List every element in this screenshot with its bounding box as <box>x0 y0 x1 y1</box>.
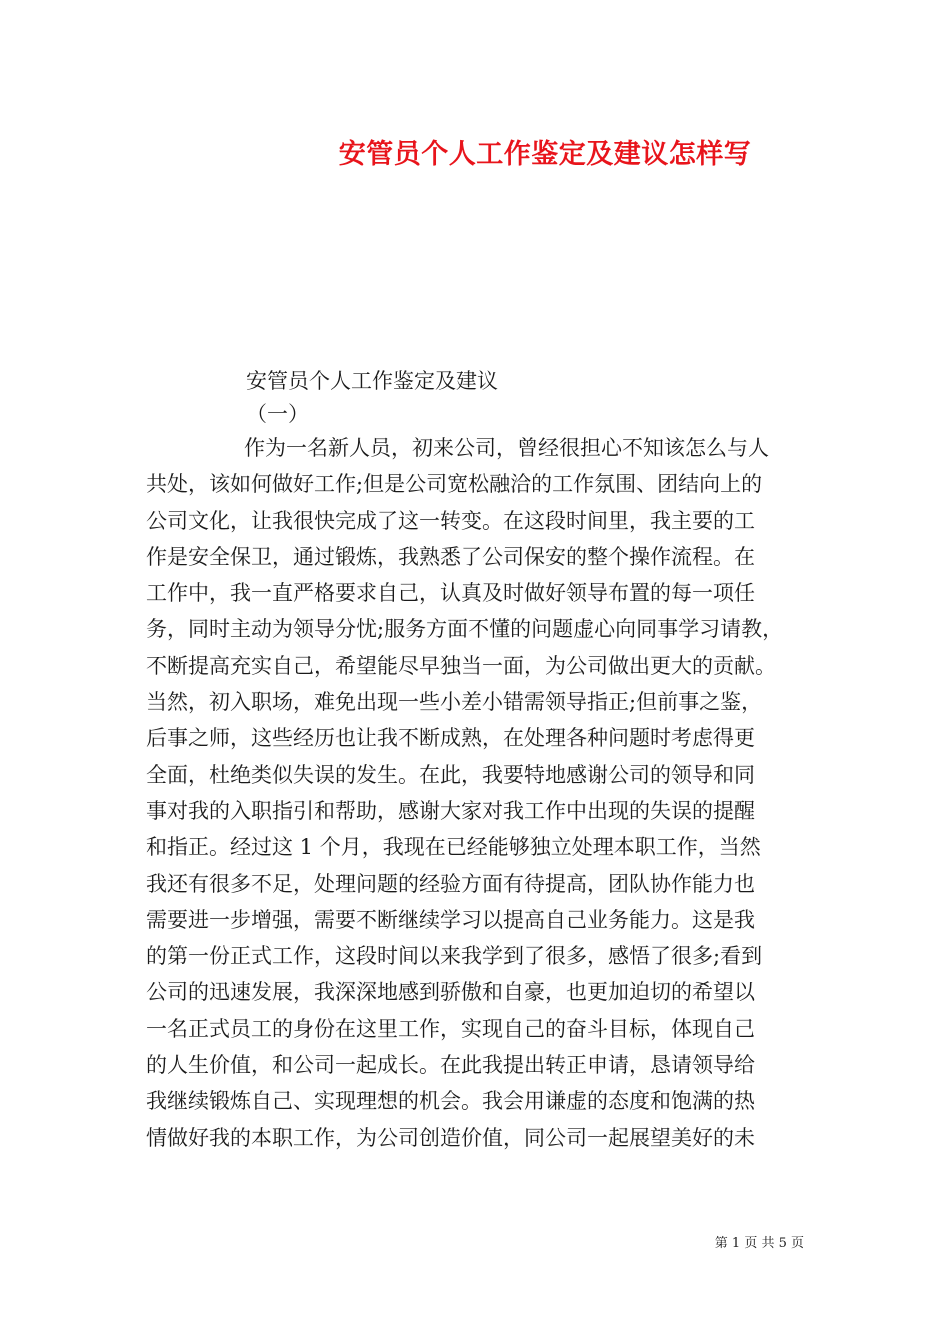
page-indicator: 第 1 页 共 5 页 <box>714 1236 804 1251</box>
text-line: 公司文化，让我很快完成了这一转变。在这段时间里，我主要的工 <box>146 508 755 533</box>
text-line: 我继续锻炼自己、实现理想的机会。我会用谦虚的态度和饱满的热 <box>146 1089 755 1114</box>
text-line: 我还有很多不足，处理问题的经验方面有待提高，团队协作能力也 <box>146 871 755 896</box>
page-title: 安管员个人工作鉴定及建议怎样写 <box>338 139 752 170</box>
text-line: 作是安全保卫，通过锻炼，我熟悉了公司保安的整个操作流程。在 <box>146 544 755 569</box>
text-line: 事对我的入职指引和帮助，感谢大家对我工作中出现的失误的提醒 <box>146 798 755 823</box>
text-line: 后事之师，这些经历也让我不断成熟，在处理各种问题时考虑得更 <box>146 726 755 751</box>
text-line: 当然，初入职场，难免出现一些小差小错需领导指正;但前事之鉴， <box>146 690 763 715</box>
text-line: 不断提高充实自己，希望能尽早独当一面，为公司做出更大的贡献。 <box>146 653 776 678</box>
document-subtitle: 安管员个人工作鉴定及建议 <box>246 369 498 393</box>
text-line: 一名正式员工的身份在这里工作，实现自己的奋斗目标，体现自己 <box>146 1016 755 1041</box>
text-line: 作为一名新人员，初来公司，曾经很担心不知该怎么与人 <box>244 436 769 460</box>
text-line: 全面，杜绝类似失误的发生。在此，我要特地感谢公司的领导和同 <box>146 762 755 787</box>
text-line: 情做好我的本职工作，为公司创造价值，同公司一起展望美好的未 <box>146 1125 755 1150</box>
body-text <box>146 430 816 1156</box>
text-line: 务，同时主动为领导分忧;服务方面不懂的问题虚心向同事学习请教， <box>146 617 784 642</box>
text-line: 的人生价值，和公司一起成长。在此我提出转正申请，恳请领导给 <box>146 1053 755 1078</box>
section-label: （一） <box>246 402 309 426</box>
text-line: 的第一份正式工作，这段时间以来我学到了很多，感悟了很多;看到 <box>146 944 763 969</box>
text-line: 工作中，我一直严格要求自己，认真及时做好领导布置的每一项任 <box>146 581 755 606</box>
text-line: 和指正。经过这 1 个月，我现在已经能够独立处理本职工作，当然 <box>146 835 761 860</box>
text-line: 公司的迅速发展，我深深地感到骄傲和自豪，也更加迫切的希望以 <box>146 980 755 1005</box>
text-line: 需要进一步增强，需要不断继续学习以提高自己业务能力。这是我 <box>146 907 755 932</box>
text-line: 共处，该如何做好工作;但是公司宽松融洽的工作氛围、团结向上的 <box>146 472 763 497</box>
